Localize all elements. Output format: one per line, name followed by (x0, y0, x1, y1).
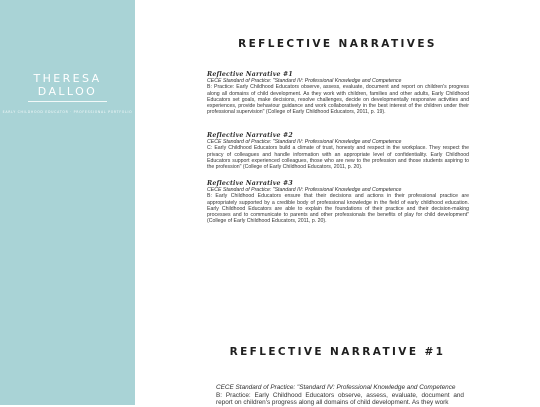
narrative-standard: CECE Standard of Practice: "Standard IV: Professional Knowledge and Competence (207, 139, 402, 145)
section-content (216, 384, 464, 407)
section-title: REFLECTIVE NARRATIVE #1 (229, 346, 446, 358)
narrative-heading-link[interactable]: Reflective Narrative #2 (207, 132, 293, 139)
narrative-heading-link[interactable]: Reflective Narrative #3 (207, 180, 293, 187)
sidebar (0, 0, 135, 405)
narrative-summary: B: Early Childhood Educators ensure that their decisions and actions in their professional practice are appropriately supported by a credible body of professional knowledge in the field of early childhood education. Early Childhood Educators are able to explain the foundations of their practice and their decision-making processes and to communicate to parents and other professionals the benefits of play for child development" (College of Early Childhood Educators, 2011, p. 20). (207, 193, 469, 225)
page-title: REFLECTIVE NARRATIVES (238, 38, 437, 50)
narrative-summary: C: Early Childhood Educators build a climate of trust, honesty and respect in the workplace. They respect the privacy of colleagues and handle information with an appropriate level of confidentiality. Early Childhood Educators support experienced colleagues, those who are new to the profession and those students aspiring to the profession" (College of Early Childhood Educators, 2011, p. 20). (207, 145, 469, 171)
narrative-standard: CECE Standard of Practice: "Standard IV: Professional Knowledge and Competence (207, 78, 402, 84)
narrative-entry-1 (207, 71, 469, 116)
name-divider (28, 101, 107, 102)
main-content (135, 0, 540, 405)
narrative-entry-3 (207, 180, 469, 225)
narrative-entry-2 (207, 132, 469, 170)
narrative-standard: CECE Standard of Practice: "Standard IV: Professional Knowledge and Competence (207, 187, 402, 193)
narrative-heading-link[interactable]: Reflective Narrative #1 (207, 71, 293, 78)
author-first-name: THERESA (33, 72, 102, 85)
section-body: B: Practice: Early Childhood Educators observe, assess, evaluate, document and report on children's progress along all domains of child development. As they work (216, 391, 464, 407)
section-standard: CECE Standard of Practice: "Standard IV: Professional Knowledge and Competence (216, 384, 456, 391)
author-last-name: DALLOO (37, 85, 98, 98)
sidebar-tagline: EARLY CHILDHOOD EDUCATOR · PROFESSIONAL PORTFOLIO (2, 110, 133, 114)
narrative-summary: B: Practice: Early Childhood Educators observe, assess, evaluate, document and report on children's progress along all domains of child development. As they work with children, families and other adults, Early Childhood Educators set goals, make decisions, resolve challenges, decide on developmentally responsive activities and experiences, provide behaviour guidance and work collaboratively in the best interest of the children under their professional supervision" (College of Early Childhood Educators, 2011, p. 19). (207, 84, 469, 116)
